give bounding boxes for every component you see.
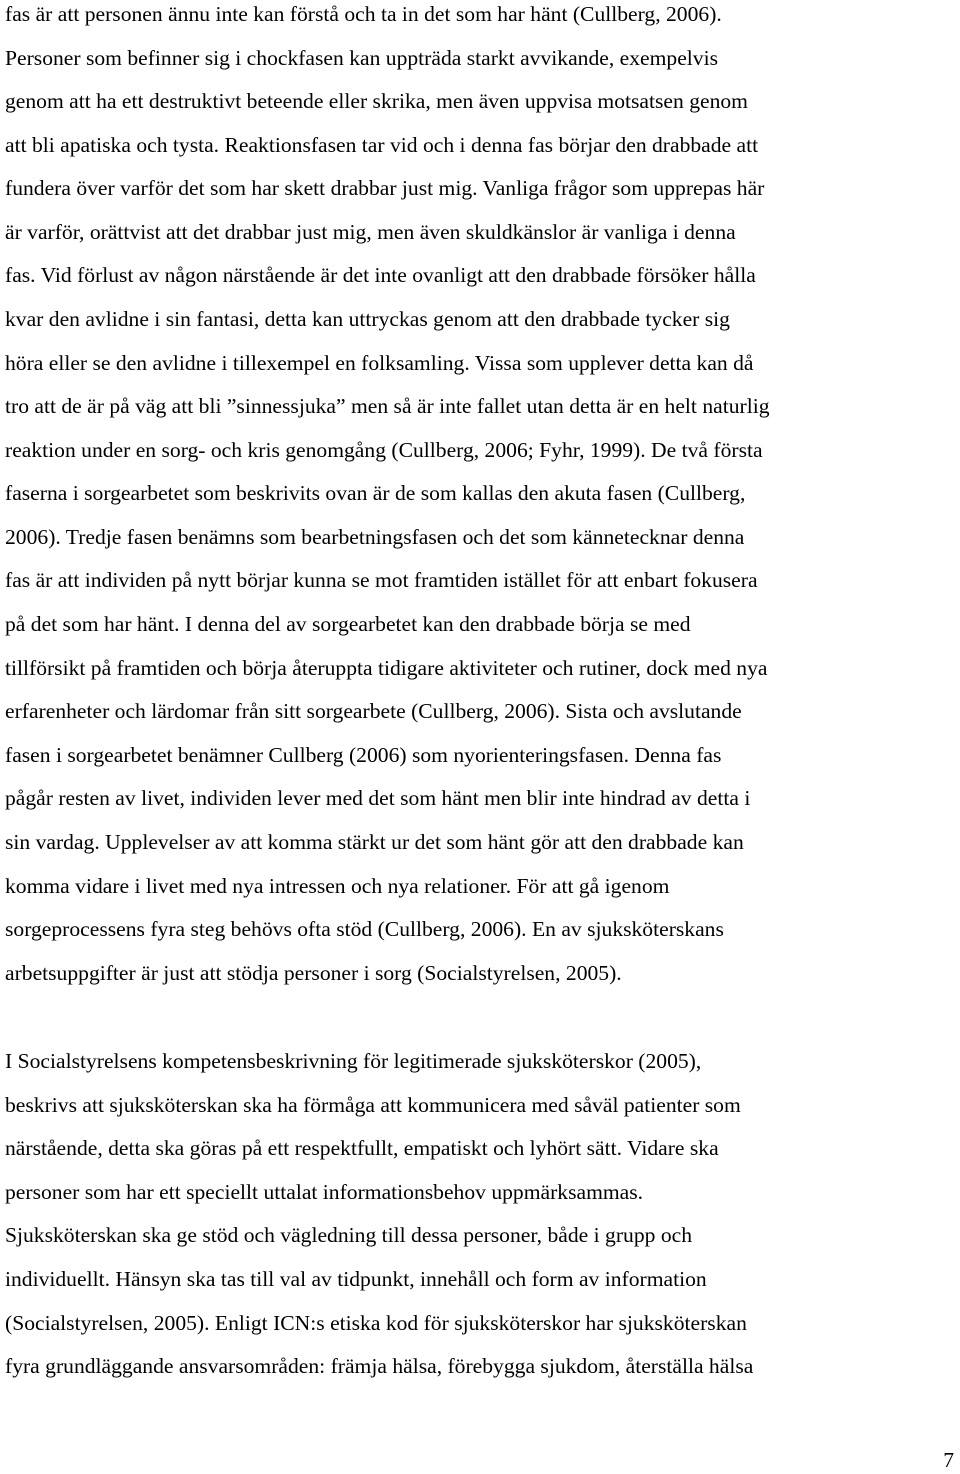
page-number: 7 bbox=[943, 1448, 954, 1472]
text-line: är varför, orättvist att det drabbar just mig, men även skuldkänslor är vanliga i denna bbox=[5, 220, 736, 244]
text-line: tro att de är på väg att bli ”sinnessjuka” men så är inte fallet utan detta är en helt naturlig bbox=[5, 394, 770, 418]
text-line: tillförsikt på framtiden och börja återuppta tidigare aktiviteter och rutiner, dock med nya bbox=[5, 656, 768, 680]
text-line: personer som har ett speciellt uttalat informationsbehov uppmärksammas. bbox=[5, 1180, 644, 1204]
text-line: faserna i sorgearbetet som beskrivits ovan är de som kallas den akuta fasen (Cullberg, bbox=[5, 481, 746, 505]
text-line: I Socialstyrelsens kompetensbeskrivning för legitimerade sjuksköterskor (2005), bbox=[5, 1049, 702, 1073]
text-line: kvar den avlidne i sin fantasi, detta kan uttryckas genom att den drabbade tycker sig bbox=[5, 307, 730, 331]
text-line: fasen i sorgearbetet benämner Cullberg (2006) som nyorienteringsfasen. Denna fas bbox=[5, 743, 722, 767]
text-line: fyra grundläggande ansvarsområden: främja hälsa, förebygga sjukdom, återställa hälsa bbox=[5, 1354, 754, 1378]
text-line: sorgeprocessens fyra steg behövs ofta stöd (Cullberg, 2006). En av sjuksköterskans bbox=[5, 917, 724, 941]
text-line: pågår resten av livet, individen lever med det som hänt men blir inte hindrad av detta i bbox=[5, 786, 751, 810]
text-line: erfarenheter och lärdomar från sitt sorgearbete (Cullberg, 2006). Sista och avslutande bbox=[5, 699, 742, 723]
text-line: fas är att personen ännu inte kan förstå och ta in det som har hänt (Cullberg, 2006). bbox=[5, 2, 722, 26]
text-line: fundera över varför det som har skett drabbar just mig. Vanliga frågor som upprepas här bbox=[5, 176, 765, 200]
text-line: Sjuksköterskan ska ge stöd och vägledning till dessa personer, både i grupp och bbox=[5, 1223, 692, 1247]
text-line: komma vidare i livet med nya intressen och nya relationer. För att gå igenom bbox=[5, 874, 670, 898]
text-line: individuellt. Hänsyn ska tas till val av tidpunkt, innehåll och form av information bbox=[5, 1267, 707, 1291]
text-line: (Socialstyrelsen, 2005). Enligt ICN:s etiska kod för sjuksköterskor har sjuksköterskan bbox=[5, 1311, 747, 1335]
text-line: 2006). Tredje fasen benämns som bearbetningsfasen och det som kännetecknar denna bbox=[5, 525, 745, 549]
text-line: beskrivs att sjuksköterskan ska ha förmåga att kommunicera med såväl patienter som bbox=[5, 1093, 741, 1117]
text-line: på det som har hänt. I denna del av sorgearbetet kan den drabbade börja se med bbox=[5, 612, 691, 636]
text-line: Personer som befinner sig i chockfasen kan uppträda starkt avvikande, exempelvis bbox=[5, 46, 718, 70]
text-line: närstående, detta ska göras på ett respektfullt, empatiskt och lyhört sätt. Vidare ska bbox=[5, 1136, 719, 1160]
text-line: fas. Vid förlust av någon närstående är det inte ovanligt att den drabbade försöker hålla bbox=[5, 263, 756, 287]
text-line: att bli apatiska och tysta. Reaktionsfasen tar vid och i denna fas börjar den drabbade att bbox=[5, 133, 759, 157]
text-line: höra eller se den avlidne i tillexempel en folksamling. Vissa som upplever detta kan då bbox=[5, 351, 754, 375]
text-line: genom att ha ett destruktivt beteende eller skrika, men även uppvisa motsatsen genom bbox=[5, 89, 748, 113]
text-line: arbetsuppgifter är just att stödja personer i sorg (Socialstyrelsen, 2005). bbox=[5, 961, 622, 985]
text-line: fas är att individen på nytt börjar kunna se mot framtiden istället för att enbart fokusera bbox=[5, 568, 758, 592]
text-line: sin vardag. Upplevelser av att komma stärkt ur det som hänt gör att den drabbade kan bbox=[5, 830, 744, 854]
text-line: reaktion under en sorg- och kris genomgång (Cullberg, 2006; Fyhr, 1999). De två första bbox=[5, 438, 763, 462]
